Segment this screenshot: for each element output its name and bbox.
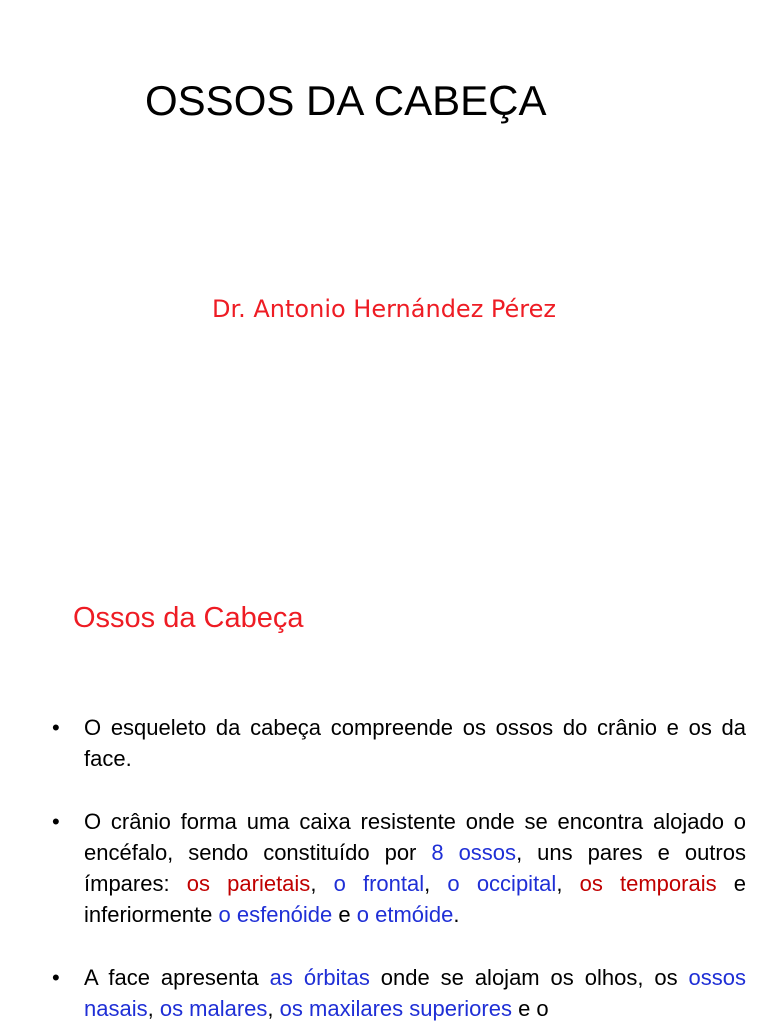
bullet-text: O crânio forma uma caixa resistente onde se encontra alojado o encéfalo, sendo constituído por <box>84 809 746 865</box>
bullet-text: , <box>556 871 580 896</box>
bullet-marker: • <box>52 715 60 740</box>
highlight-parietals: os parietais <box>186 871 311 896</box>
highlight-nasal-bones: ossos nasais <box>84 965 746 1021</box>
highlight-sphenoid: o esfenóide <box>218 902 333 927</box>
bullet-text: A face apresenta <box>84 965 270 990</box>
bullet-text: onde se alojam os olhos, os <box>369 965 689 990</box>
bullet-text: , <box>147 996 160 1021</box>
bullet-list <box>52 712 746 1024</box>
highlight-frontal: o frontal <box>333 871 425 896</box>
highlight-bone-count: 8 ossos <box>431 840 517 865</box>
section-title: Ossos da Cabeça <box>73 602 304 634</box>
bullet-text: e inferiormente <box>84 871 746 927</box>
bullet-item-skeleton <box>52 712 746 774</box>
bullet-text: e o <box>511 996 549 1021</box>
highlight-occipital: o occipital <box>447 871 557 896</box>
bullet-marker: • <box>52 965 60 990</box>
bullet-text: e <box>332 902 357 927</box>
bullet-text: , <box>267 996 280 1021</box>
bullet-item-face <box>52 962 746 1024</box>
highlight-temporals: os temporais <box>579 871 717 896</box>
highlight-orbits: as órbitas <box>269 965 370 990</box>
bullet-text: , <box>310 871 334 896</box>
highlight-ethmoid: o etmóide <box>356 902 454 927</box>
slide-title: OSSOS DA CABEÇA <box>145 77 547 124</box>
bullet-text: , <box>424 871 448 896</box>
bullet-item-cranium <box>52 806 746 930</box>
bullet-marker: • <box>52 809 60 834</box>
bullet-text: , uns pares e outros ímpares: <box>84 840 746 896</box>
highlight-malars: os malares <box>159 996 268 1021</box>
author-name: Dr. Antonio Hernández Pérez <box>211 295 556 323</box>
highlight-upper-maxillae: os maxilares superiores <box>279 996 512 1021</box>
bullet-text: O esqueleto da cabeça compreende os ossos do crânio e os da face. <box>84 715 746 771</box>
bullet-text: . <box>453 902 460 927</box>
